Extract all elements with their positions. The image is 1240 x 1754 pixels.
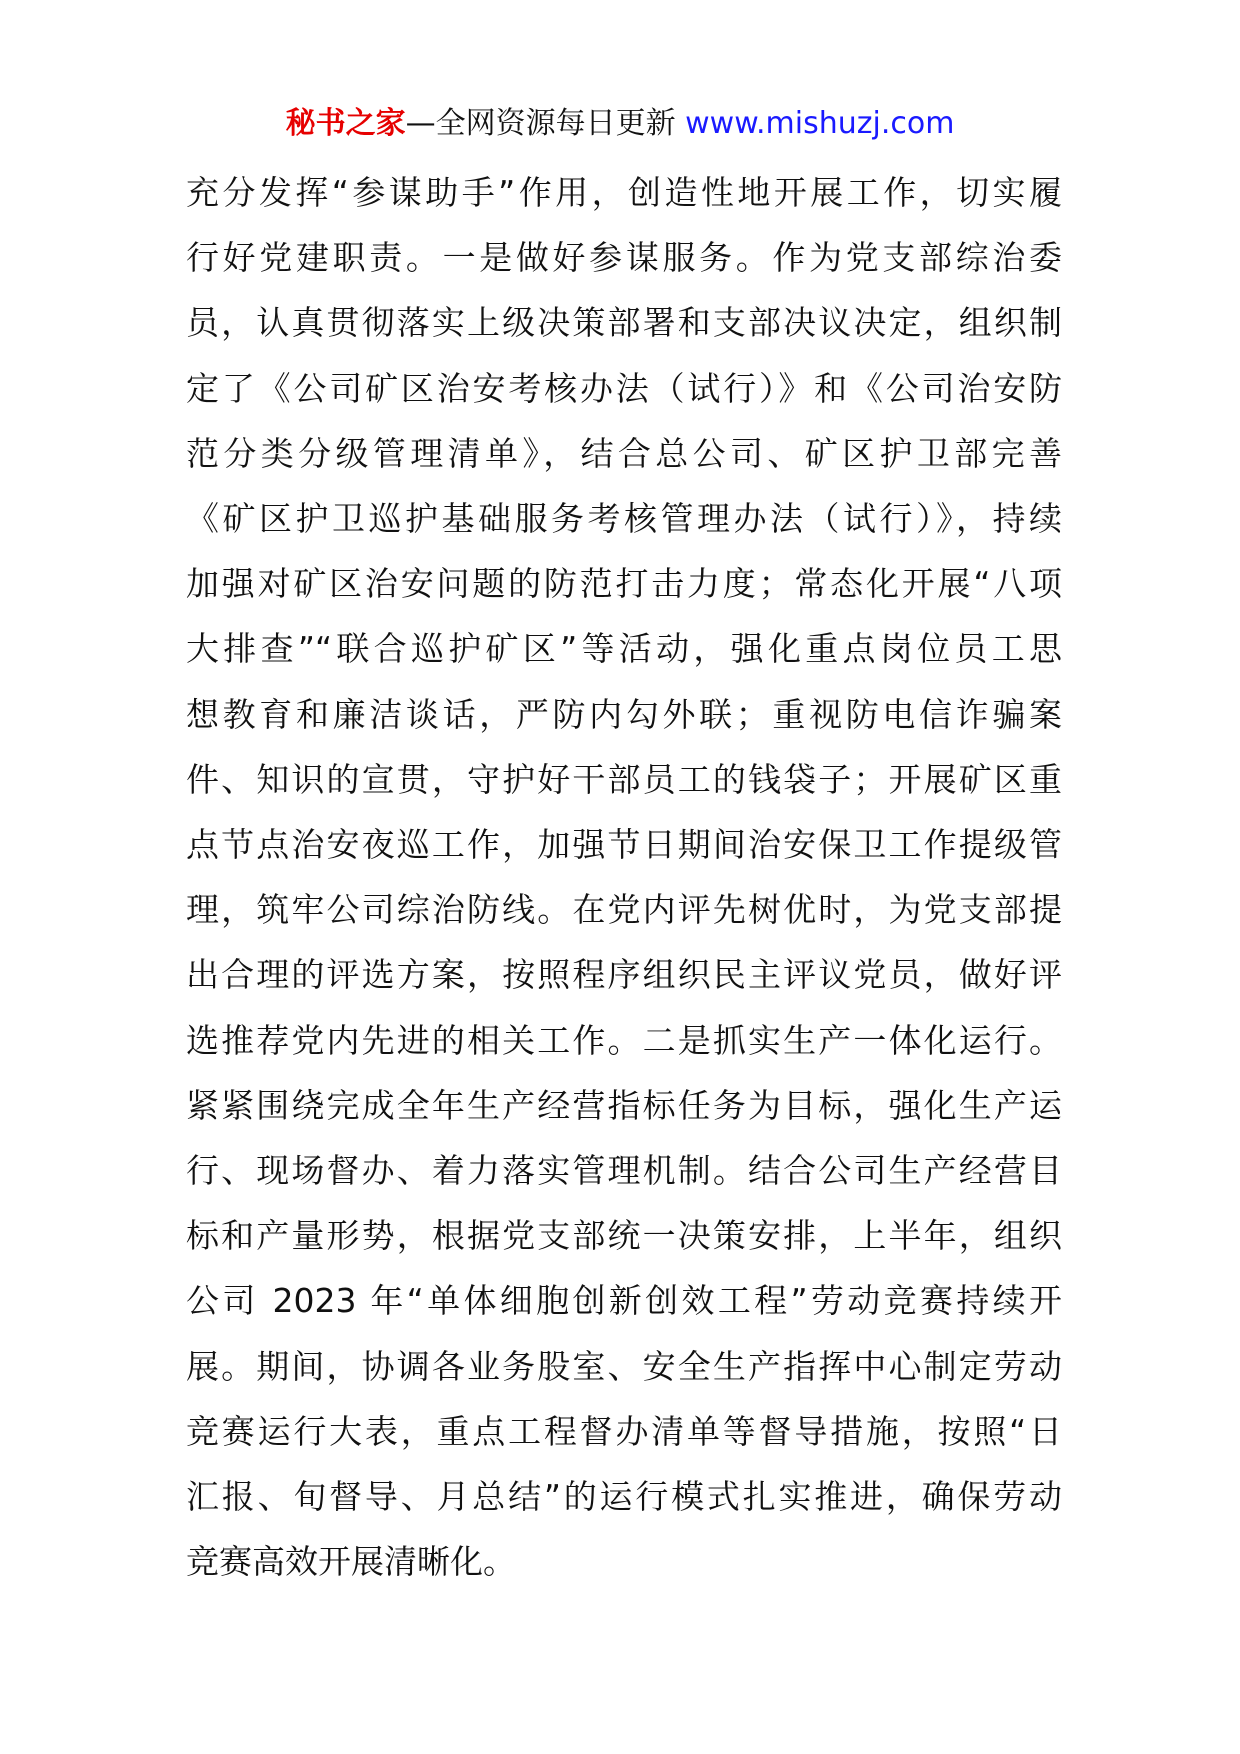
text-line: 行好党建职责。一是做好参谋服务。作为党支部综治委 (186, 238, 1062, 278)
text-line: 选推荐党内先进的相关工作。二是抓实生产一体化运行。 (186, 1020, 1062, 1060)
text-line: 竞赛运行大表，重点工程督办清单等督导措施，按照“日 (186, 1411, 1062, 1451)
text-line: 员，认真贯彻落实上级决策部署和支部决议决定，组织制 (186, 303, 1062, 343)
header-url[interactable]: www.mishuzj.com (685, 106, 955, 141)
text-line: 紧紧围绕完成全年生产经营指标任务为目标，强化生产运 (186, 1085, 1062, 1125)
page-header (0, 100, 1240, 148)
text-line: 充分发挥“参谋助手”作用，创造性地开展工作，切实履 (186, 173, 1062, 212)
text-line: 标和产量形势，根据党支部统一决策安排，上半年，组织 (186, 1216, 1062, 1256)
text-line: 公司 2023 年“单体细胞创新创效工程”劳动竞赛持续开 (186, 1281, 1062, 1321)
text-line: 大排查”“联合巡护矿区”等活动，强化重点岗位员工思 (186, 629, 1062, 669)
text-line: 加强对矿区治安问题的防范打击力度；常态化开展“八项 (186, 564, 1062, 604)
header-tagline: —全网资源每日更新 (405, 106, 676, 141)
text-line: 范分类分级管理清单》，结合总公司、矿区护卫部完善 (186, 433, 1062, 473)
text-line: 理，筑牢公司综治防线。在党内评先树优时，为党支部提 (186, 890, 1062, 930)
text-line: 汇报、旬督导、月总结”的运行模式扎实推进，确保劳动 (186, 1477, 1062, 1517)
text-line: 出合理的评选方案，按照程序组织民主评议党员，做好评 (186, 955, 1062, 995)
text-line: 《矿区护卫巡护基础服务考核管理办法（试行）》，持续 (186, 499, 1062, 539)
text-line: 定了《公司矿区治安考核办法（试行）》和《公司治安防 (186, 368, 1062, 408)
text-line: 行、现场督办、着力落实管理机制。结合公司生产经营目 (186, 1151, 1062, 1191)
header-brand: 秘书之家 (285, 106, 406, 141)
text-line: 竞赛高效开展清晰化。 (186, 1542, 516, 1582)
text-line: 点节点治安夜巡工作，加强节日期间治安保卫工作提级管 (186, 825, 1062, 865)
text-line: 件、知识的宣贯，守护好干部员工的钱袋子；开展矿区重 (186, 759, 1062, 799)
text-line: 想教育和廉洁谈话，严防内勾外联；重视防电信诈骗案 (186, 694, 1062, 734)
text-line: 展。期间，协调各业务股室、安全生产指挥中心制定劳动 (186, 1346, 1062, 1386)
document-body (186, 160, 1062, 1594)
